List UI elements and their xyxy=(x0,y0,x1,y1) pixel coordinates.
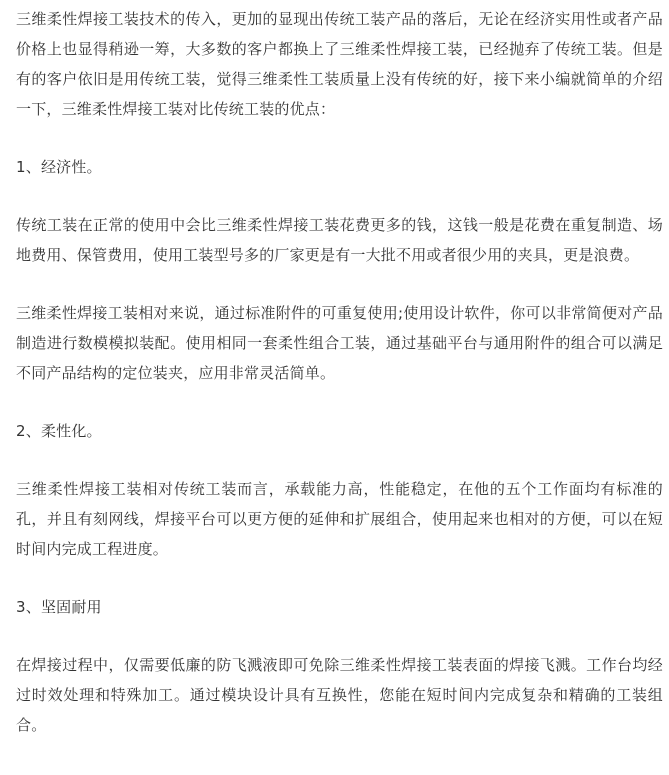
section-heading-durability: 3、坚固耐用 xyxy=(16,598,102,616)
durability-paragraph: 在焊接过程中，仅需要低廉的防飞溅液即可免除三维柔性焊接工装表面的焊接飞溅。工作台均经过时效处理和特殊加工。通过模块设计具有互换性，您能在短时间内完成复杂和精确的工装组合。 xyxy=(16,656,663,734)
paragraph-spacer xyxy=(16,182,663,210)
paragraph-spacer xyxy=(16,388,663,416)
section-heading-flexibility: 2、柔性化。 xyxy=(16,422,102,440)
paragraph-spacer xyxy=(16,446,663,474)
intro-paragraph: 三维柔性焊接工装技术的传入，更加的显现出传统工装产品的落后，无论在经济实用性或者产品价格上也显得稍逊一筹，大多数的客户都换上了三维柔性焊接工装，已经抛弃了传统工装。但是有的客户依旧是用传统工装，觉得三维柔性工装质量上没有传统的好，接下来小编就简单的介绍一下，三维柔性焊接工装对比传统工装的优点： xyxy=(16,10,663,118)
paragraph-spacer xyxy=(16,270,663,298)
paragraph-spacer xyxy=(16,564,663,592)
paragraph-spacer xyxy=(16,124,663,152)
economy-paragraph-flexible: 三维柔性焊接工装相对来说，通过标准附件的可重复使用;使用设计软件，你可以非常简便对产品制造进行数模模拟装配。使用相同一套柔性组合工装，通过基础平台与通用附件的组合可以满足不同产品结构的定位装夹，应用非常灵活简单。 xyxy=(16,304,663,382)
flexibility-paragraph: 三维柔性焊接工装相对传统工装而言，承载能力高，性能稳定，在他的五个工作面均有标准的孔，并且有刻网线，焊接平台可以更方便的延伸和扩展组合，使用起来也相对的方便，可以在短时间内完成工程进度。 xyxy=(16,480,663,558)
economy-paragraph-traditional: 传统工装在正常的使用中会比三维柔性焊接工装花费更多的钱，这钱一般是花费在重复制造、场地费用、保管费用，使用工装型号多的厂家更是有一大批不用或者很少用的夹具，更是浪费。 xyxy=(16,216,663,264)
section-heading-economy: 1、经济性。 xyxy=(16,158,102,176)
paragraph-spacer xyxy=(16,622,663,650)
